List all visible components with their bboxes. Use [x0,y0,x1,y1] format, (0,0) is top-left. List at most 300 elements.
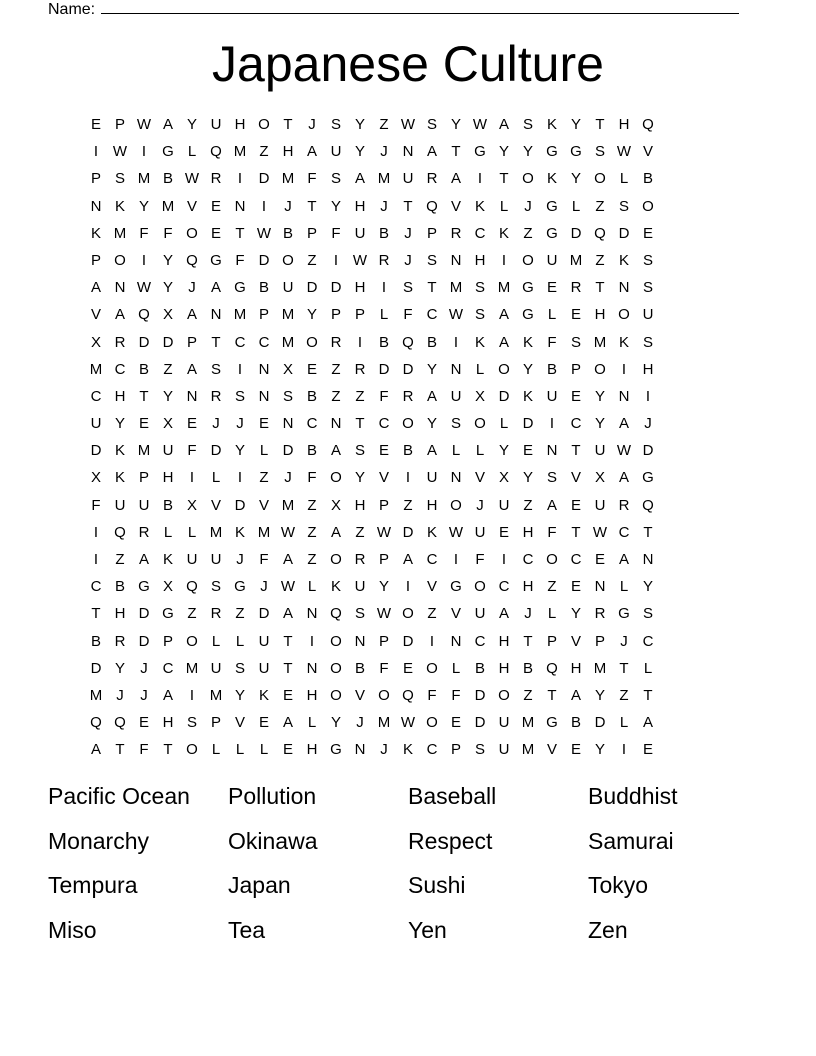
grid-letter: V [210,496,221,514]
grid-row [84,410,732,437]
grid-letter: O [474,415,486,433]
grid-letter: Q [114,714,126,732]
grid-letter: N [234,197,246,215]
word-item: Okinawa [228,827,318,854]
grid-letter: Q [330,605,342,623]
grid-letter: H [522,523,534,541]
grid-letter: H [594,306,606,324]
grid-letter: N [450,360,462,378]
grid-letter: C [570,415,582,433]
grid-letter: S [546,469,557,487]
grid-letter: O [474,578,486,596]
grid-letter: Y [594,741,605,759]
grid-letter: Y [450,116,461,133]
grid-letter: G [546,143,558,161]
grid-letter: O [258,116,270,133]
grid-letter: X [498,469,509,487]
grid-letter: H [474,251,486,269]
grid-letter: V [426,578,437,596]
grid-letter: A [306,143,317,161]
grid-letter: O [498,686,510,704]
grid-letter: M [521,741,535,759]
grid-letter: D [570,224,582,242]
grid-letter: O [426,714,438,732]
grid-letter: T [163,741,173,759]
grid-letter: H [306,686,318,704]
grid-letter: L [379,306,389,324]
grid-letter: J [140,659,148,677]
grid-letter: K [618,333,629,351]
grid-letter: O [330,469,342,487]
grid-letter: Z [379,116,389,133]
grid-letter: Y [354,469,365,487]
grid-letter: D [162,333,174,351]
grid-letter: P [378,551,389,568]
grid-letter: Q [186,578,198,596]
grid-letter: D [90,442,102,460]
grid-letter: H [162,469,174,487]
grid-letter: Z [523,496,533,514]
grid-letter: G [234,279,246,297]
grid-letter: J [140,686,148,704]
grid-letter: O [186,741,198,759]
grid-letter: A [354,170,365,188]
grid-letter: F [259,551,269,568]
grid-letter: S [354,442,365,460]
grid-letter: B [138,360,149,378]
grid-letter: Y [306,306,317,324]
grid-letter: Z [235,605,245,623]
grid-letter: P [306,224,317,242]
grid-letter: J [308,116,316,133]
grid-letter: F [163,224,173,242]
grid-letter: N [354,741,366,759]
grid-row [84,329,732,356]
grid-letter: U [498,496,510,514]
grid-letter: Y [234,442,245,460]
grid-letter: F [379,659,389,677]
grid-letter: N [594,578,606,596]
grid-letter: P [330,306,341,324]
grid-letter: I [357,333,363,351]
grid-letter: H [162,714,174,732]
grid-letter: R [378,251,390,269]
grid-letter: M [209,523,223,541]
grid-letter: R [618,496,630,514]
grid-letter: W [616,143,632,161]
grid-letter: K [546,116,557,133]
grid-letter: U [138,496,150,514]
grid-letter: G [546,224,558,242]
grid-letter: O [186,632,198,650]
grid-letter: H [114,605,126,623]
grid-letter: H [354,496,366,514]
grid-letter: U [90,415,102,433]
grid-letter: I [141,251,147,269]
grid-letter: K [402,741,413,759]
grid-letter: C [90,387,102,405]
grid-letter: N [330,415,342,433]
grid-letter: N [90,197,102,215]
grid-letter: T [595,279,605,297]
grid-letter: Y [498,143,509,161]
grid-letter: A [450,170,461,188]
grid-letter: J [380,741,388,759]
grid-letter: V [570,469,581,487]
grid-letter: A [162,686,173,704]
grid-letter: L [211,741,221,759]
grid-letter: J [188,279,196,297]
grid-letter: R [114,333,126,351]
grid-letter: H [570,659,582,677]
grid-letter: U [474,523,486,541]
grid-letter: F [403,306,413,324]
grid-letter: E [402,659,413,677]
grid-letter: F [475,551,485,568]
grid-letter: M [377,714,391,732]
grid-letter: D [282,442,294,460]
grid-letter: S [330,170,341,188]
grid-letter: G [474,143,486,161]
grid-letter: S [426,251,437,269]
grid-letter: C [474,224,486,242]
grid-letter: K [114,197,125,215]
grid-row [84,111,732,138]
grid-letter: U [258,632,270,650]
grid-letter: F [331,224,341,242]
grid-letter: J [284,469,292,487]
grid-letter: U [402,170,414,188]
grid-row [84,709,732,736]
grid-letter: A [282,714,293,732]
grid-letter: N [354,632,366,650]
grid-letter: G [546,714,558,732]
grid-letter: D [594,714,606,732]
grid-letter: D [306,279,318,297]
grid-letter: I [405,469,411,487]
grid-letter: B [162,170,173,188]
grid-letter: Q [642,116,654,133]
grid-letter: P [570,360,581,378]
grid-letter: A [186,306,197,324]
grid-letter: P [90,251,101,269]
grid-letter: E [306,360,317,378]
grid-letter: Q [426,197,438,215]
grid-letter: C [426,306,438,324]
name-label: Name: [48,1,96,18]
grid-letter: W [376,523,392,541]
grid-letter: L [475,360,485,378]
grid-letter: S [426,116,437,133]
grid-letter: O [522,251,534,269]
grid-letter: Y [378,578,389,596]
grid-letter: K [426,523,437,541]
grid-letter: I [381,279,387,297]
grid-letter: U [354,578,366,596]
grid-letter: S [234,659,245,677]
grid-letter: H [642,360,654,378]
word-item: Zen [588,916,628,943]
grid-letter: C [570,551,582,568]
grid-letter: K [330,578,341,596]
grid-letter: A [618,469,629,487]
grid-letter: V [570,632,581,650]
grid-letter: D [522,415,534,433]
grid-letter: A [330,523,341,541]
grid-row [84,193,732,220]
grid-letter: D [402,632,414,650]
grid-letter: T [115,741,125,759]
grid-letter: J [212,415,220,433]
grid-letter: D [618,224,630,242]
grid-letter: H [282,143,294,161]
grid-letter: U [210,116,222,133]
grid-letter: N [618,279,630,297]
grid-letter: W [448,523,464,541]
grid-letter: Y [114,659,125,677]
word-item: Yen [408,916,447,943]
grid-letter: X [162,415,173,433]
grid-letter: U [642,306,654,324]
grid-letter: E [522,442,533,460]
grid-letter: O [594,170,606,188]
grid-letter: S [474,741,485,759]
grid-letter: Y [522,360,533,378]
grid-letter: W [592,523,608,541]
grid-letter: I [477,170,483,188]
grid-letter: R [210,605,222,623]
grid-letter: L [259,741,269,759]
grid-letter: A [426,143,437,161]
grid-letter: I [189,686,195,704]
grid-letter: T [643,686,653,704]
grid-letter: D [330,279,342,297]
grid-letter: N [114,279,126,297]
grid-letter: Z [619,686,629,704]
grid-letter: X [186,496,197,514]
grid-letter: Z [547,578,557,596]
grid-letter: Y [354,116,365,133]
grid-row [84,220,732,247]
grid-row [84,356,732,383]
grid-letter: N [450,632,462,650]
grid-letter: Y [114,415,125,433]
grid-letter: Q [546,659,558,677]
grid-letter: N [282,415,294,433]
grid-letter: M [449,279,463,297]
grid-letter: Z [259,143,269,161]
grid-letter: F [427,686,437,704]
grid-letter: N [186,387,198,405]
grid-letter: E [570,496,581,514]
grid-letter: A [498,605,509,623]
grid-letter: P [426,224,437,242]
grid-letter: F [379,387,389,405]
grid-row [84,682,732,709]
grid-letter: M [593,659,607,677]
grid-letter: S [642,605,653,623]
grid-row [84,274,732,301]
grid-letter: L [499,415,509,433]
grid-letter: E [258,714,269,732]
grid-letter: B [642,170,653,188]
grid-row [84,301,732,328]
grid-letter: W [112,143,128,161]
grid-letter: U [546,387,558,405]
grid-letter: F [547,333,557,351]
grid-letter: L [259,442,269,460]
grid-letter: U [426,469,438,487]
grid-letter: B [378,224,389,242]
grid-letter: K [114,442,125,460]
grid-letter: L [235,741,245,759]
grid-letter: I [333,251,339,269]
grid-letter: M [137,170,151,188]
grid-letter: I [405,578,411,596]
grid-letter: Y [330,714,341,732]
grid-letter: P [186,333,197,351]
grid-letter: I [453,551,459,568]
grid-letter: T [595,116,605,133]
word-item: Tea [228,916,266,943]
grid-letter: A [402,551,413,568]
grid-letter: N [642,551,654,568]
grid-letter: P [378,632,389,650]
grid-letter: M [497,279,511,297]
grid-row [84,519,732,546]
grid-letter: O [330,686,342,704]
word-row [48,867,768,912]
grid-letter: W [184,170,200,188]
grid-letter: Y [570,605,581,623]
grid-letter: E [570,306,581,324]
grid-letter: Z [523,686,533,704]
grid-letter: E [546,279,557,297]
grid-letter: O [114,251,126,269]
grid-letter: C [234,333,246,351]
grid-letter: L [547,306,557,324]
grid-letter: M [185,659,199,677]
grid-letter: N [450,469,462,487]
grid-letter: X [282,360,293,378]
grid-letter: F [307,170,317,188]
grid-letter: E [210,224,221,242]
name-field [48,0,739,20]
grid-letter: C [498,578,510,596]
grid-letter: E [642,224,653,242]
grid-letter: K [498,224,509,242]
grid-letter: E [282,686,293,704]
grid-letter: L [547,605,557,623]
grid-letter: Z [307,523,317,541]
grid-letter: V [474,469,485,487]
grid-letter: V [354,686,365,704]
word-item: Tempura [48,872,138,898]
grid-letter: L [211,632,221,650]
grid-letter: C [642,632,654,650]
grid-letter: W [400,116,416,133]
grid-letter: A [426,387,437,405]
grid-letter: O [618,306,630,324]
grid-letter: C [306,415,318,433]
grid-letter: R [594,605,606,623]
grid-letter: U [354,224,366,242]
grid-letter: R [210,387,222,405]
word-item: Baseball [408,783,497,809]
grid-letter: K [162,551,173,568]
grid-letter: E [570,741,581,759]
grid-letter: T [403,197,413,215]
grid-letter: S [642,279,653,297]
grid-letter: Y [330,197,341,215]
grid-letter: I [501,251,507,269]
grid-letter: J [524,605,532,623]
word-item: Sushi [408,872,466,898]
grid-letter: U [450,387,462,405]
grid-letter: I [237,170,243,188]
grid-letter: M [593,333,607,351]
grid-letter: B [162,496,173,514]
grid-letter: C [162,659,174,677]
grid-letter: M [281,306,295,324]
grid-letter: D [378,360,390,378]
grid-letter: U [330,143,342,161]
grid-letter: A [330,442,341,460]
grid-letter: Y [642,578,653,596]
grid-letter: D [474,714,486,732]
grid-letter: Y [498,442,509,460]
grid-letter: Z [187,605,197,623]
grid-letter: H [426,496,438,514]
grid-row [84,736,732,763]
grid-letter: Z [595,251,605,269]
grid-letter: H [234,116,246,133]
grid-letter: Y [426,415,437,433]
grid-letter: D [402,360,414,378]
grid-letter: D [258,605,270,623]
grid-row [84,546,732,573]
grid-letter: G [162,143,174,161]
grid-letter: A [210,279,221,297]
grid-letter: D [474,686,486,704]
grid-letter: E [210,197,221,215]
grid-letter: R [402,387,414,405]
grid-letter: H [618,116,630,133]
grid-letter: S [354,605,365,623]
grid-letter: J [620,632,628,650]
grid-letter: B [522,659,533,677]
grid-letter: D [210,442,222,460]
grid-letter: D [402,523,414,541]
grid-letter: R [450,224,462,242]
grid-letter: E [378,442,389,460]
grid-letter: H [114,387,126,405]
grid-letter: O [186,224,198,242]
grid-letter: L [307,714,317,732]
grid-letter: A [186,360,197,378]
grid-letter: G [138,578,150,596]
grid-letter: U [594,496,606,514]
grid-letter: S [330,116,341,133]
grid-letter: Z [307,251,317,269]
grid-letter: W [400,714,416,732]
word-item: Respect [408,827,493,854]
grid-letter: R [426,170,438,188]
grid-letter: U [498,714,510,732]
word-list [48,778,768,956]
grid-letter: J [380,143,388,161]
grid-letter: Q [138,306,150,324]
